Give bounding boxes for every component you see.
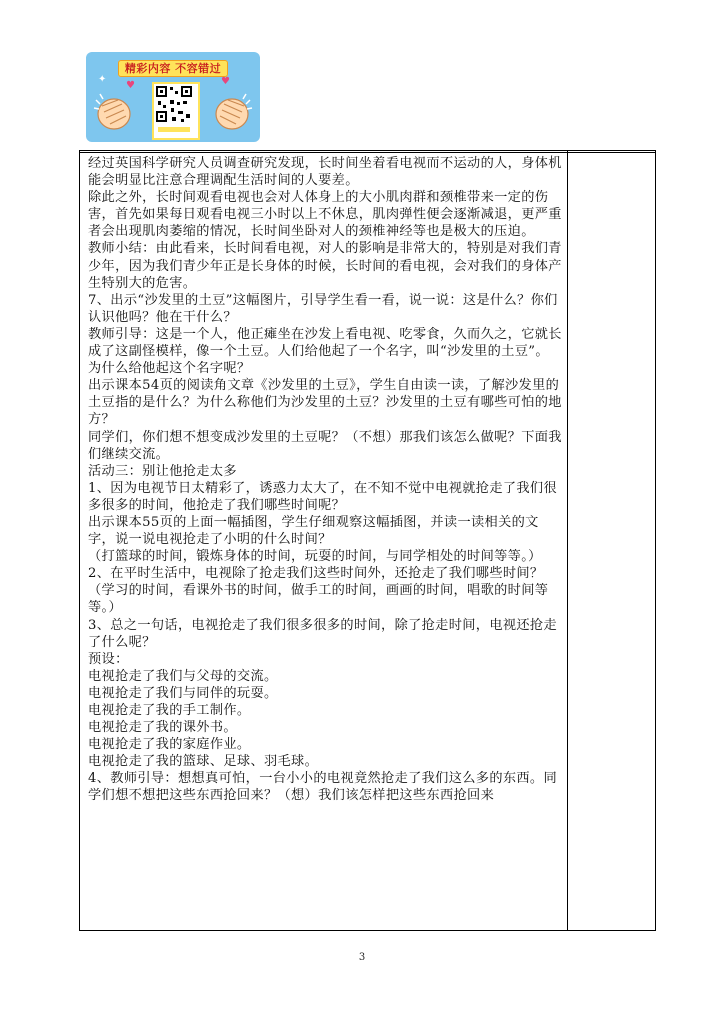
clapping-hands-icon (92, 90, 136, 134)
page-number: 3 (358, 952, 366, 963)
paragraph: 7、出示“沙发里的土豆”这幅图片，引导学生看一看，说一说：这是什么？你们认识他吗？他在干什么？ (88, 292, 558, 325)
paragraph: 除此之外，长时间观看电视也会对人体身上的大小肌肉群和颈椎带来一定的伤害，首先如果每日观看电视三小时以上不休息，肌肉弹性便会逐渐减退，更严重者会出现肌肉萎缩的情况，长时间坐卧对人的颈椎神经等也是极大的压迫。 (88, 190, 562, 240)
list-item: 电视抢走了我的课外书。 (88, 720, 237, 736)
qr-code[interactable] (152, 82, 200, 140)
paragraph: 出示课本55页的上面一幅插图，学生仔细观察这幅插图，并读一读相关的文字，说一说电视抢走了小明的什么时间？ (88, 514, 539, 548)
clapping-hands-icon (210, 90, 254, 134)
paragraph: 同学们，你们想不想变成沙发里的土豆呢？（不想）那我们该怎么做呢？下面我们继续交流。 (88, 429, 562, 462)
activity-heading: 活动三：别让他抢走太多 (88, 463, 237, 479)
paragraph: 教师引导：这是一个人，他正瘫坐在沙发上看电视、吃零食，久而久之，它就长成了这副怪模样，像一个土豆。人们给他起了一个名字，叫“沙发里的土豆”。为什么给他起这个名字呢？ (88, 326, 562, 377)
paragraph: 2、在平时生活中，电视除了抢走我们这些时间外，还抢走了我们哪些时间？ (88, 566, 544, 582)
list-item: 电视抢走了我的篮球、足球、羽毛球。 (88, 754, 319, 770)
paragraph: 出示课本54页的阅读角文章《沙发里的土豆》，学生自由读一读，了解沙发里的土豆指的是什么？为什么称他们为沙发里的土豆？沙发里的土豆有哪些可怕的地方？ (88, 378, 562, 428)
lesson-content (88, 155, 562, 805)
paragraph: 经过英国科学研究人员调查研究发现，长时间坐着看电视而不运动的人，身体机能会明显比注意合理调配生活时间的人要差。 (88, 156, 562, 189)
paragraph: 1、因为电视节日太精彩了，诱惑力太大了，在不知不觉中电视就抢走了我们很多很多的时间，他抢走了我们哪些时间呢？ (88, 480, 558, 513)
paragraph: （打篮球的时间，锻炼身体的时间，玩耍的时间，与同学相处的时间等等。） (88, 549, 542, 565)
paragraph: 教师小结：由此看来，长时间看电视，对人的影响是非常大的，特别是对我们青少年，因为我们青少年正是长身体的时候，长时间的看电视，会对我们的身体产生特别大的危害。 (88, 241, 562, 291)
list-item: 电视抢走了我的手工制作。 (88, 703, 251, 718)
paragraph: 预设： (88, 651, 129, 667)
paragraph: 4、教师引导：想想真可怕，一台小小的电视竟然抢走了我们这么多的东西。同学们想不想把这些东西抢回来？（想）我们该怎样把这些东西抢回来 (88, 771, 558, 804)
paragraph: （学习的时间，看课外书的时间，做手工的时间，画画的时间，唱歌的时间等等。） (88, 583, 549, 616)
paragraph: 3、总之一句话，电视抢走了我们很多很多的时间，除了抢走时间，电视还抢走了什么呢？ (88, 617, 558, 650)
sparkle-icon: ✦ (98, 74, 107, 85)
list-item: 电视抢走了我们与父母的交流。 (88, 668, 278, 684)
list-item: 电视抢走了我的家庭作业。 (88, 737, 251, 753)
list-item: 电视抢走了我们与同伴的玩耍。 (88, 685, 278, 701)
heart-icon: ♥ (221, 76, 230, 87)
column-divider (567, 151, 568, 930)
heart-icon: ♥ (126, 80, 135, 91)
banner-title: 精彩内容 不容错过 (86, 60, 260, 76)
promo-banner[interactable] (86, 52, 260, 142)
lesson-table (79, 150, 656, 931)
